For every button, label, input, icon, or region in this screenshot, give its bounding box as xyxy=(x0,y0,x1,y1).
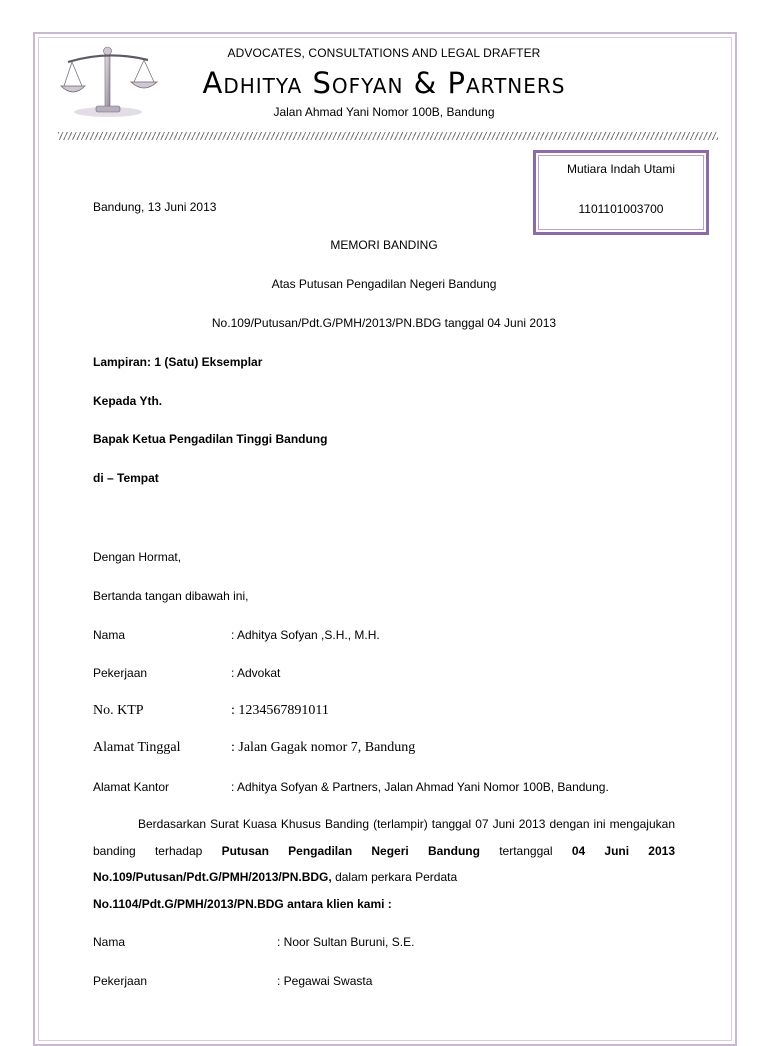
paragraph-part-6: No.1104/Pdt.G/PMH/2013/PN.BDG antara klien kami : xyxy=(93,896,392,911)
paragraph-part-1: Berdasarkan Surat Kuasa Khusus Banding (terlampir) tanggal 07 Juni 2013 dengan ini mengajukan banding terhadap xyxy=(93,817,675,858)
paragraph-part-5: dalam perkara Perdata xyxy=(331,870,458,884)
intro-line: Bertanda tangan dibawah ini, xyxy=(93,589,249,603)
paragraph-part-4: 04 Juni 2013 No.109/Putusan/Pdt.G/PMH/2013/PN.BDG, xyxy=(93,843,675,884)
client-job-label: Pekerjaan xyxy=(93,974,148,988)
signer-ktp-label: No. KTP xyxy=(93,703,144,718)
body-paragraph xyxy=(93,811,675,917)
paragraph-part-2: Putusan Pengadilan Negeri Bandung xyxy=(221,843,480,858)
signer-home-label: Alamat Tinggal xyxy=(93,740,181,755)
header-divider xyxy=(58,132,718,140)
signer-home-value: : Jalan Gagak nomor 7, Bandung xyxy=(231,740,416,755)
signer-ktp-value: : 1234567891011 xyxy=(231,703,329,718)
greeting: Dengan Hormat, xyxy=(93,550,182,564)
attachment-line: Lampiran: 1 (Satu) Eksemplar xyxy=(93,355,263,369)
client-job-value: : Pegawai Swasta xyxy=(277,974,373,988)
to-label: Kepada Yth. xyxy=(93,394,163,408)
subject-line-1: Atas Putusan Pengadilan Negeri Bandung xyxy=(271,277,497,291)
recipient: Bapak Ketua Pengadilan Tinggi Bandung xyxy=(93,432,328,446)
firm-subtitle: ADVOCATES, CONSULTATIONS AND LEGAL DRAFTER xyxy=(227,46,541,60)
signer-name-label: Nama xyxy=(93,628,126,642)
client-name-label: Nama xyxy=(93,935,126,949)
id-box xyxy=(533,150,709,235)
firm-address: Jalan Ahmad Yani Nomor 100B, Bandung xyxy=(273,105,495,119)
signer-job-label: Pekerjaan xyxy=(93,666,148,680)
signer-office-label: Alamat Kantor xyxy=(93,780,170,794)
signer-office-value: : Adhitya Sofyan & Partners, Jalan Ahmad Yani Nomor 100B, Bandung. xyxy=(231,780,609,794)
signer-job-value: : Advokat xyxy=(231,666,281,680)
firm-name: Adhitya Sofyan & Partners xyxy=(202,66,566,100)
place: di – Tempat xyxy=(93,471,159,485)
letter-date: Bandung, 13 Juni 2013 xyxy=(93,200,217,214)
letter-title: MEMORI BANDING xyxy=(330,238,438,252)
id-box-name: Mutiara Indah Utami xyxy=(566,162,676,176)
id-box-number: 1101101003700 xyxy=(578,202,664,216)
subject-line-2: No.109/Putusan/Pdt.G/PMH/2013/PN.BDG tanggal 04 Juni 2013 xyxy=(211,316,557,330)
client-name-value: : Noor Sultan Buruni, S.E. xyxy=(277,935,415,949)
paragraph-part-3: tertanggal xyxy=(479,843,572,858)
signer-name-value: : Adhitya Sofyan ,S.H., M.H. xyxy=(231,628,380,642)
